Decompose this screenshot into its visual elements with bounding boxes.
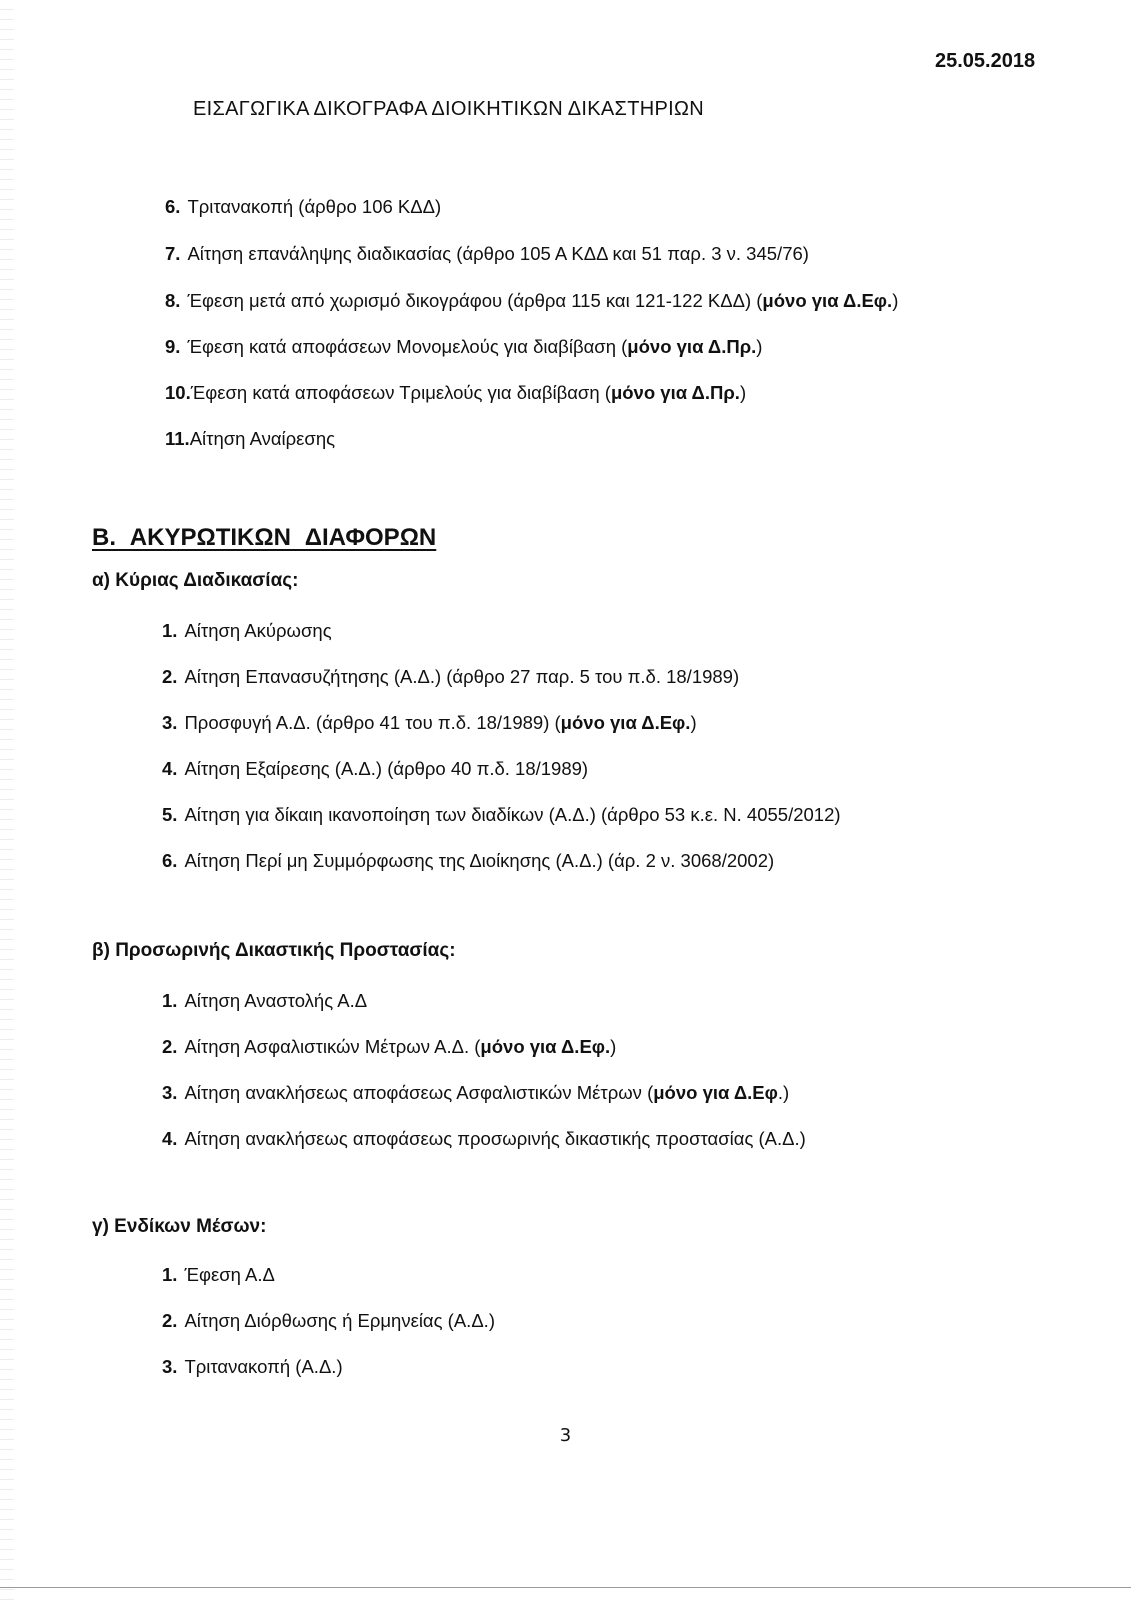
scan-edge-artifact [0,0,14,1600]
item-number: 3. [162,1082,178,1103]
scan-bottom-line [0,1587,1131,1588]
item-bold-note: μόνο για Δ.Εφ. [560,712,691,733]
list-item [165,428,335,450]
list-item [162,990,367,1012]
document-date: 25.05.2018 [935,50,1036,72]
item-text: Αίτηση για δίκαιη ικανοποίηση των διαδίκων (Α.Δ.) (άρθρο 53 κ.ε. Ν. 4055/2012) [184,804,841,825]
item-text: Αίτηση Ακύρωσης [184,620,332,641]
list-item [165,290,898,312]
item-tail: ) [739,382,747,403]
item-number: 2. [162,666,178,687]
item-text: Αίτηση Διόρθωσης ή Ερμηνείας (Α.Δ.) [184,1310,495,1331]
item-tail: ) [892,290,899,311]
item-tail: ) [756,336,763,357]
list-item [162,1264,275,1286]
item-text: Τριτανακοπή (άρθρο 106 ΚΔΔ) [187,196,442,217]
list-item [162,1356,343,1378]
list-item [162,758,588,780]
item-text: Τριτανακοπή (Α.Δ.) [184,1356,343,1377]
item-bold-note: μόνο για Δ.Εφ. [762,290,893,311]
item-tail: ) [690,712,697,733]
item-bold-note: μόνο για Δ.Πρ. [627,336,757,357]
list-item [165,382,746,404]
item-number: 10. [165,382,191,403]
item-text: Έφεση κατά αποφάσεων Τριμελούς για διαβίβαση ( [190,382,611,403]
item-bold-note: μόνο για Δ.Εφ [653,1082,778,1103]
item-text: Αίτηση Εξαίρεσης (Α.Δ.) (άρθρο 40 π.δ. 18/1989) [184,758,589,779]
item-number: 7. [165,243,181,264]
item-number: 2. [162,1310,178,1331]
item-text: Προσφυγή Α.Δ. (άρθρο 41 του π.δ. 18/1989) ( [184,712,561,733]
item-number: 11. [165,428,190,449]
item-text: Αίτηση Περί μη Συμμόρφωσης της Διοίκησης (Α.Δ.) (άρ. 2 ν. 3068/2002) [184,850,775,871]
item-text: Αίτηση Ασφαλιστικών Μέτρων Α.Δ. ( [184,1036,481,1057]
list-item [162,850,774,872]
document-title: ΕΙΣΑΓΩΓΙΚΑ ΔΙΚΟΓΡΑΦΑ ΔΙΟΙΚΗΤΙΚΩΝ ΔΙΚΑΣΤΗΡΙΩΝ [193,98,704,120]
item-text: Αίτηση Αναστολής Α.Δ [184,990,368,1011]
item-bold-note: μόνο για Δ.Πρ. [610,382,740,403]
list-item [165,243,809,265]
list-item [162,804,841,826]
subsection-heading: β) Προσωρινής Δικαστικής Προστασίας: [92,940,456,961]
list-item [162,1310,495,1332]
item-text: Αίτηση Επανασυζήτησης (Α.Δ.) (άρθρο 27 παρ. 5 του π.δ. 18/1989) [184,666,740,687]
section-heading: Β. ΑΚΥΡΩΤΙΚΩΝ ΔΙΑΦΟΡΩΝ [92,524,437,551]
item-tail: ) [610,1036,617,1057]
list-item [162,620,332,642]
item-text: Αίτηση ανακλήσεως αποφάσεως προσωρινής δικαστικής προστασίας (Α.Δ.) [184,1128,806,1149]
item-number: 3. [162,712,178,733]
item-number: 1. [162,1264,178,1285]
item-number: 8. [165,290,181,311]
list-item [162,1036,616,1058]
item-tail: .) [777,1082,790,1103]
list-item [165,336,762,358]
item-number: 6. [162,850,178,871]
page-number: 3 [559,1425,572,1446]
item-number: 1. [162,990,178,1011]
list-item [162,712,697,734]
list-item [162,1082,789,1104]
item-text: Αίτηση Αναίρεσης [189,428,336,449]
item-bold-note: μόνο για Δ.Εφ. [480,1036,611,1057]
list-item [162,666,739,688]
item-number: 4. [162,1128,178,1149]
list-item [162,1128,806,1150]
item-number: 6. [165,196,181,217]
item-text: Έφεση κατά αποφάσεων Μονομελούς για διαβίβαση ( [187,336,628,357]
list-item [165,196,441,218]
item-text: Αίτηση επανάληψης διαδικασίας (άρθρο 105 Α ΚΔΔ και 51 παρ. 3 ν. 345/76) [187,243,809,264]
subsection-heading: α) Κύριας Διαδικασίας: [92,570,299,591]
item-number: 5. [162,804,178,825]
item-text: Έφεση Α.Δ [184,1264,275,1285]
item-number: 2. [162,1036,178,1057]
item-number: 1. [162,620,178,641]
item-number: 4. [162,758,178,779]
subsection-heading: γ) Ενδίκων Μέσων: [92,1216,267,1237]
item-text: Αίτηση ανακλήσεως αποφάσεως Ασφαλιστικών Μέτρων ( [184,1082,654,1103]
item-text: Έφεση μετά από χωρισμό δικογράφου (άρθρα 115 και 121-122 ΚΔΔ) ( [187,290,763,311]
item-number: 9. [165,336,181,357]
item-number: 3. [162,1356,178,1377]
